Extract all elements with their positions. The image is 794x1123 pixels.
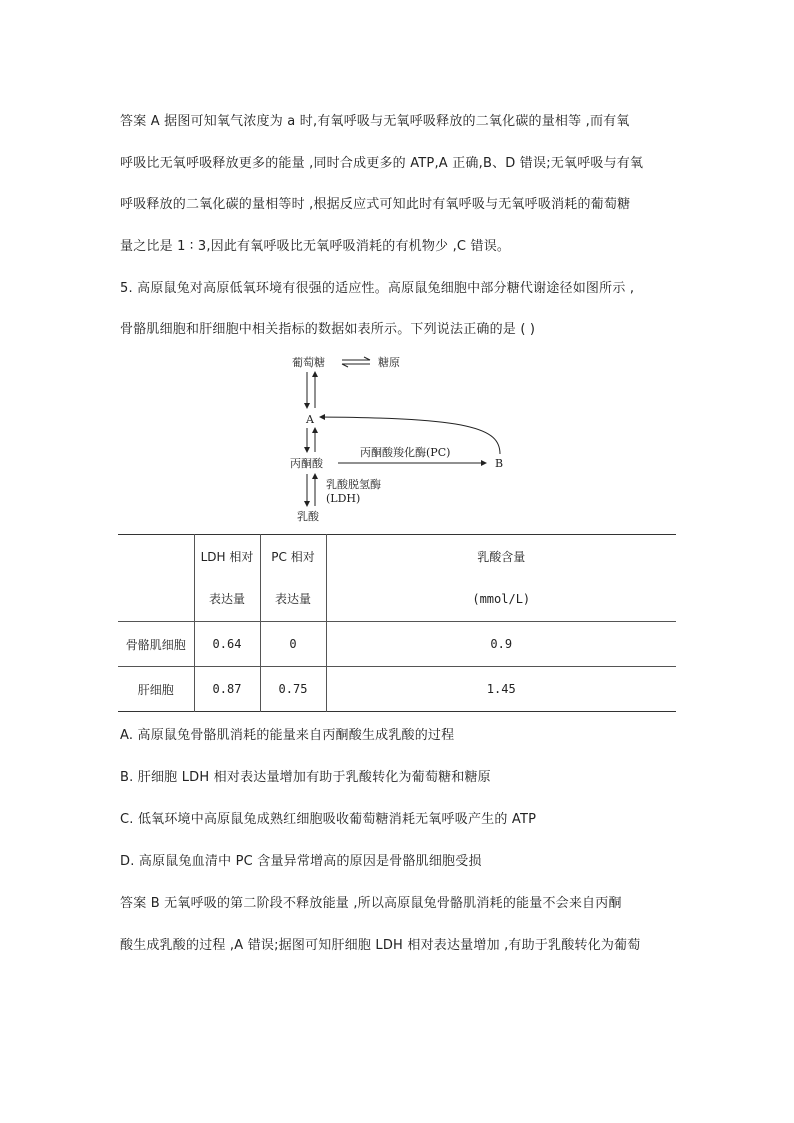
- header-ldh-line2: 表达量: [208, 592, 245, 606]
- table-row: [118, 622, 676, 667]
- metabolism-diagram-svg: [280, 348, 520, 528]
- header-lactate-line2: (mmol/L): [472, 592, 531, 606]
- label-glucose: 葡萄糖: [292, 356, 325, 369]
- answer-line-1: 答案 B 无氧呼吸的第二阶段不释放能量 ,所以高原鼠兔骨骼肌消耗的能量不会来自丙酮: [120, 896, 622, 911]
- row-pc: 0: [260, 622, 326, 667]
- option-c: C. 低氧环境中高原鼠兔成熟红细胞吸收葡萄糖消耗无氧呼吸产生的 ATP: [120, 812, 537, 827]
- data-table: [118, 534, 676, 712]
- option-a: A. 高原鼠兔骨骼肌消耗的能量来自丙酮酸生成乳酸的过程: [120, 728, 455, 743]
- row-lactate: 0.9: [326, 622, 676, 667]
- label-lactate: 乳酸: [297, 510, 319, 523]
- question-line-2: 骨骼肌细胞和肝细胞中相关指标的数据如表所示。下列说法正确的是 ( ): [120, 322, 536, 337]
- prev-answer-line-3: 呼吸释放的二氧化碳的量相等时 ,根据反应式可知此时有氧呼吸与无氧呼吸消耗的葡萄糖: [120, 197, 631, 212]
- label-glycogen: 糖原: [378, 356, 400, 369]
- label-pyruvate: 丙酮酸: [290, 457, 323, 470]
- question-line-1: 5. 高原鼠兔对高原低氧环境有很强的适应性。高原鼠兔细胞中部分糖代谢途径如图所示 ,: [120, 281, 635, 296]
- row-lactate: 1.45: [326, 667, 676, 712]
- header-lactate-line1: 乳酸含量: [477, 550, 526, 564]
- table-header-ldh: [194, 535, 260, 622]
- row-pc: 0.75: [260, 667, 326, 712]
- prev-answer-line-2: 呼吸比无氧呼吸释放更多的能量 ,同时合成更多的 ATP,A 正确,B、D 错误;无氧呼吸与有氧: [120, 156, 644, 171]
- label-node-b: B: [495, 457, 504, 470]
- metabolism-diagram: [280, 348, 520, 528]
- header-pc-line1: PC 相对: [271, 550, 315, 564]
- row-ldh: 0.64: [194, 622, 260, 667]
- label-ldh-enzyme: 乳酸脱氢酶: [326, 478, 381, 491]
- answer-line-2: 酸生成乳酸的过程 ,A 错误;据图可知肝细胞 LDH 相对表达量增加 ,有助于乳酸转化为葡萄: [120, 938, 641, 953]
- table-header-row: [118, 535, 676, 622]
- header-pc-line2: 表达量: [274, 592, 311, 606]
- glucose-glycogen-arrows: [342, 357, 370, 367]
- header-ldh-line1: LDH 相对: [200, 550, 254, 564]
- option-b: B. 肝细胞 LDH 相对表达量增加有助于乳酸转化为葡萄糖和糖原: [120, 770, 491, 785]
- table-row: [118, 667, 676, 712]
- prev-answer-line-4: 量之比是 1 ∶ 3,因此有氧呼吸比无氧呼吸消耗的有机物少 ,C 错误。: [120, 239, 511, 254]
- table-header-pc: [260, 535, 326, 622]
- label-node-a: A: [306, 413, 314, 426]
- row-ldh: 0.87: [194, 667, 260, 712]
- row-label: 肝细胞: [118, 667, 194, 712]
- a-pyruvate-arrows: [307, 428, 315, 452]
- row-label: 骨骼肌细胞: [118, 622, 194, 667]
- pyruvate-lactate-arrows: [307, 474, 315, 506]
- table-header-lactate: [326, 535, 676, 622]
- label-pc-enzyme: 丙酮酸羧化酶(PC): [360, 446, 451, 459]
- prev-answer-line-1: 答案 A 据图可知氧气浓度为 a 时,有氧呼吸与无氧呼吸释放的二氧化碳的量相等 ,而有氧: [120, 114, 630, 129]
- glucose-a-arrows: [307, 372, 315, 408]
- option-d: D. 高原鼠兔血清中 PC 含量异常增高的原因是骨骼肌细胞受损: [120, 854, 482, 869]
- label-ldh-abbrev: (LDH): [326, 492, 361, 505]
- table-header-empty: [118, 535, 194, 622]
